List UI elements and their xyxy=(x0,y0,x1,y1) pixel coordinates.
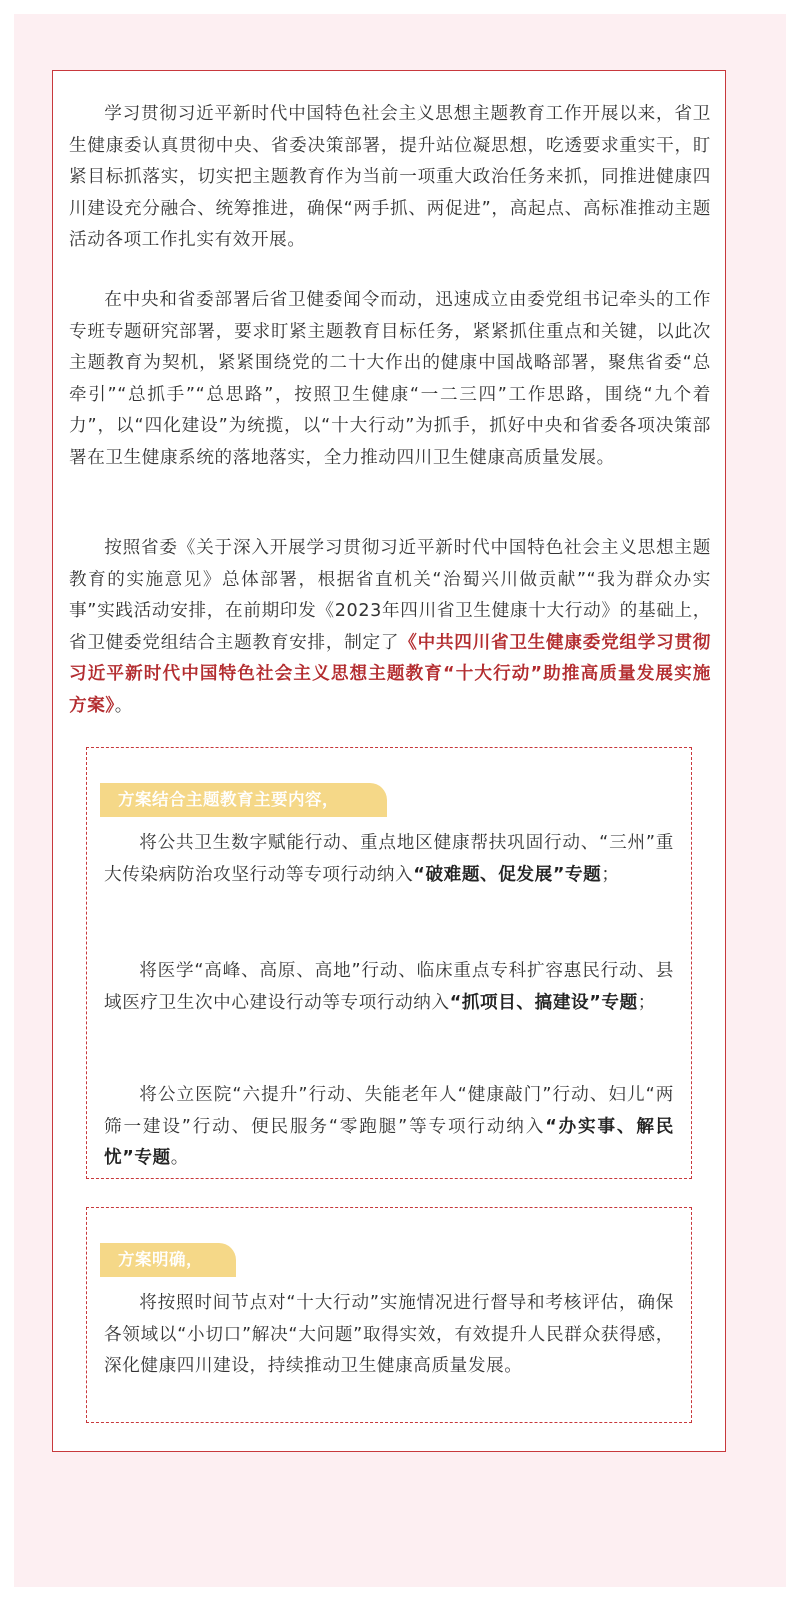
content-item-3-topic: “办实事、解民忧”专题 xyxy=(104,1116,675,1168)
content-item-2-text: 将医学“高峰、高原、高地”行动、临床重点专科扩容惠民行动、县域医疗卫生次中心建设行动等专项行动纳入 xyxy=(104,961,674,1013)
content-item-2-end: ； xyxy=(637,992,656,1013)
plan-clarify-text: 将按照时间节点对“十大行动”实施情况进行督导和考核评估，确保各领域以“小切口”解决“大问题”取得实效，有效提升人民群众获得感，深化健康四川建设，持续推动卫生健康高质量发展。 xyxy=(104,1293,674,1376)
main-content-box xyxy=(86,747,692,1179)
content-item-1-text: 将公共卫生数字赋能行动、重点地区健康帮扶巩固行动、“三州”重大传染病防治攻坚行动等专项行动纳入 xyxy=(104,833,674,885)
plan-clarify-box xyxy=(86,1207,692,1423)
plan-title-highlight: 《中共四川省卫生健康委党组学习贯彻习近平新时代中国特色社会主义思想主题教育“十大行动”助推高质量发展实施方案》 xyxy=(69,632,711,716)
intro-paragraph-1: 学习贯彻习近平新时代中国特色社会主义思想主题教育工作开展以来，省卫生健康委认真贯彻中央、省委决策部署，提升站位凝思想，吃透要求重实干，盯紧目标抓落实，切实把主题教育作为当前一项重大政治任务来抓，同推进健康四川建设充分融合、统筹推进，确保“两手抓、两促进”，高起点、高标准推动主题活动各项工作扎实有效开展。 xyxy=(69,104,711,250)
intro-paragraph-3-end: 。 xyxy=(114,695,133,716)
intro-paragraph-3-lead: 按照省委《关于深入开展学习贯彻习近平新时代中国特色社会主义思想主题教育的实施意见》总体部署，根据省直机关“治蜀兴川做贡献”“我为群众办实事”实践活动安排，在前期印发《2023年四川省卫生健康十大行动》的基础上，省卫健委党组结合主题教育安排，制定了 xyxy=(69,538,711,653)
main-content-tag: 方案结合主题教育主要内容， xyxy=(100,783,387,817)
content-item-3-text: 将公立医院“六提升”行动、失能老年人“健康敲门”行动、妇儿“两筛一建设”行动、便民服务“零跑腿”等专项行动纳入 xyxy=(104,1085,674,1137)
content-item-3 xyxy=(104,1080,674,1175)
article-card xyxy=(52,70,726,1452)
content-item-3-end: 。 xyxy=(170,1148,189,1168)
content-item-1 xyxy=(104,828,674,891)
content-item-2 xyxy=(104,956,674,1019)
content-item-2-topic: “抓项目、搞建设”专题 xyxy=(449,992,638,1013)
content-item-1-end: ； xyxy=(601,864,620,885)
plan-clarify-tag: 方案明确， xyxy=(100,1243,236,1277)
intro-paragraph-2: 在中央和省委部署后省卫健委闻令而动，迅速成立由委党组书记牵头的工作专班专题研究部署，要求盯紧主题教育目标任务，紧紧抓住重点和关键，以此次主题教育为契机，紧紧围绕党的二十大作出的健康中国战略部署，聚焦省委“总牵引”“总抓手”“总思路”，按照卫生健康“一二三四”工作思路，围绕“九个着力”，以“四化建设”为统揽，以“十大行动”为抓手，抓好中央和省委各项决策部署在卫生健康系统的落地落实，全力推动四川卫生健康高质量发展。 xyxy=(69,290,711,468)
content-item-1-topic: “破难题、促发展”专题 xyxy=(413,864,602,885)
intro-paragraph-3 xyxy=(69,533,711,722)
